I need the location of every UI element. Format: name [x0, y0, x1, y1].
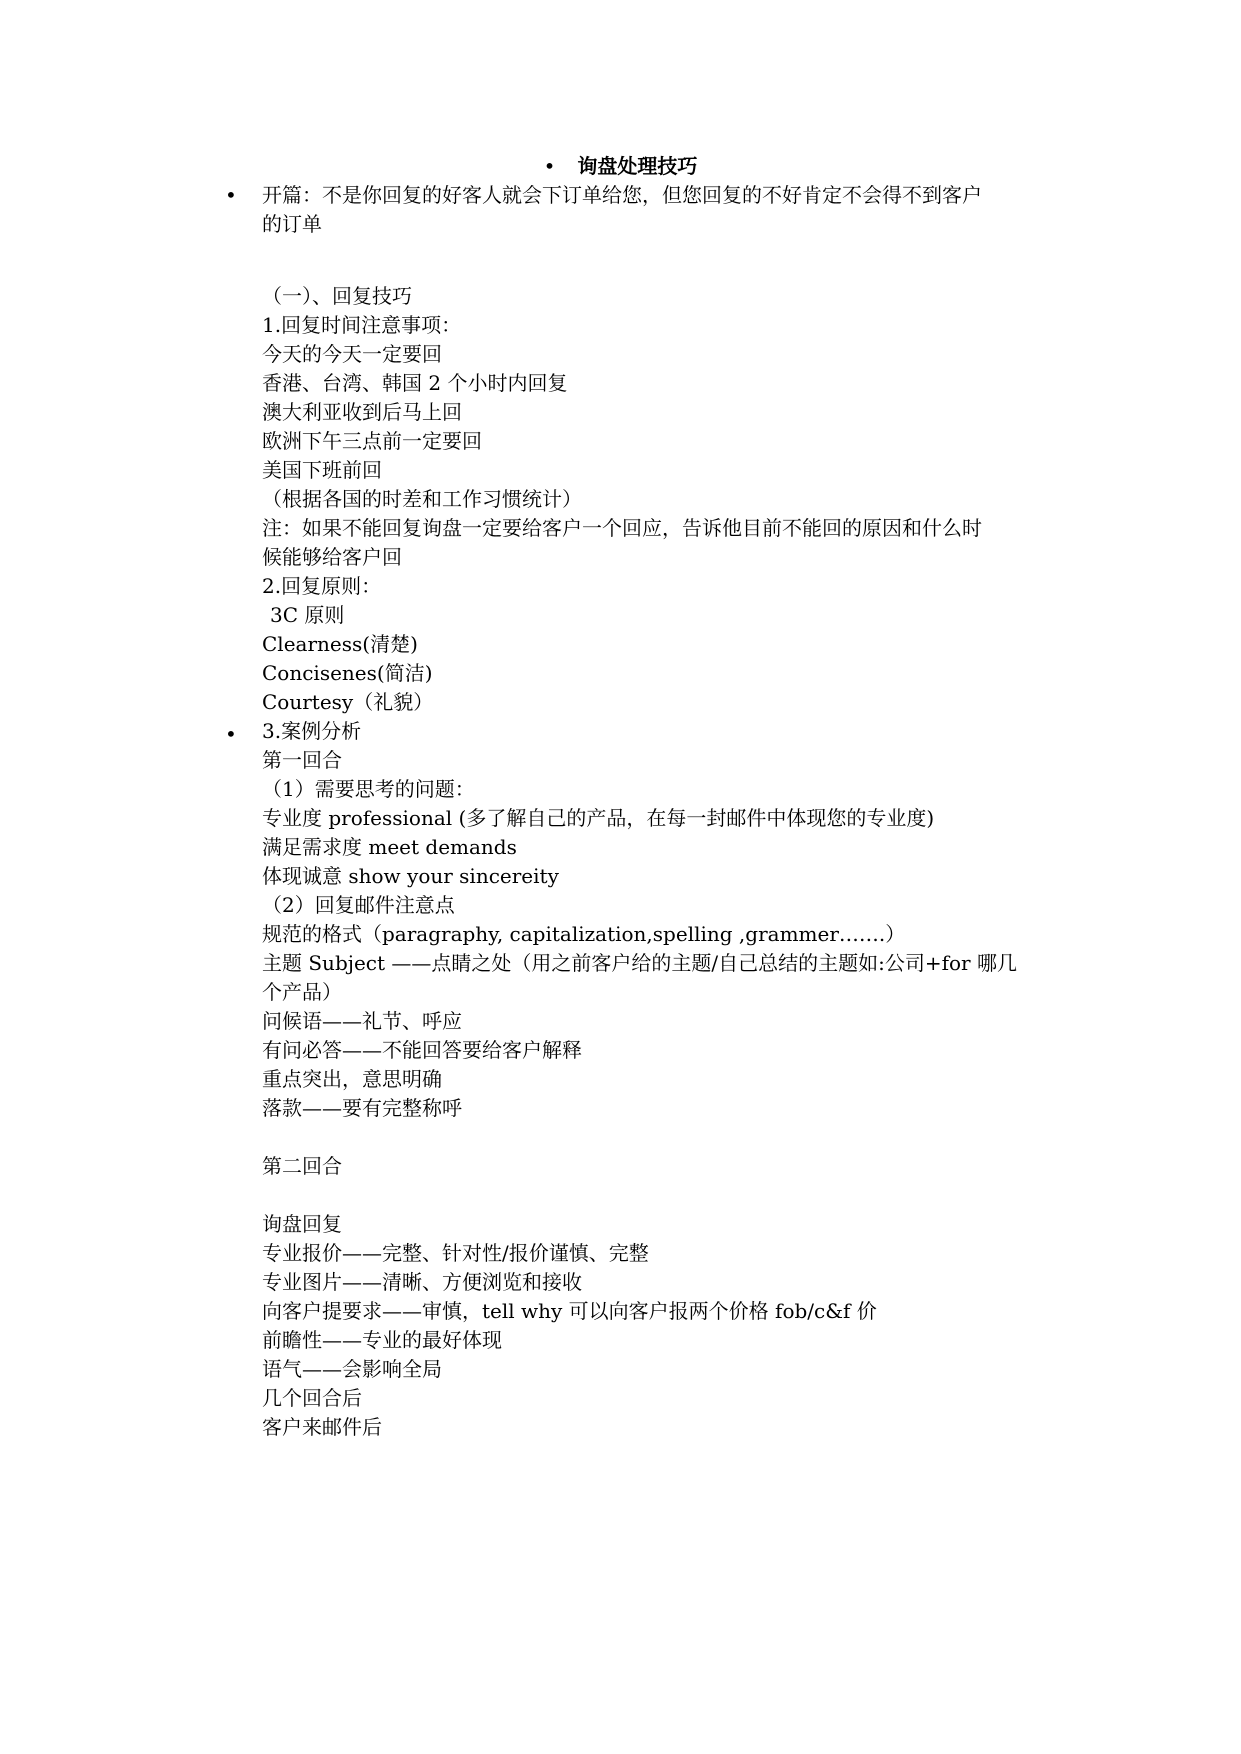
text-line: （根据各国的时差和工作习惯统计） [262, 487, 582, 511]
text-line: 第一回合 [262, 748, 342, 772]
document-title: 询盘处理技巧 [577, 154, 698, 178]
text-line: 今天的今天一定要回 [262, 342, 442, 366]
text-line: （1）需要思考的问题： [262, 777, 475, 801]
text-line: Concisenes(简洁) [262, 661, 433, 685]
bullet-marker: • [225, 183, 237, 207]
text-line: 语气——会影响全局 [262, 1357, 442, 1381]
text-line: 个产品） [262, 980, 342, 1004]
text-line: 有问必答——不能回答要给客户解释 [262, 1038, 582, 1062]
text-line: 3.案例分析 [262, 719, 362, 743]
text-line: 开篇：不是你回复的好客人就会下订单给您，但您回复的不好肯定不会得不到客户 [262, 183, 982, 207]
text-line: 主题 Subject ——点睛之处（用之前客户给的主题/自己总结的主题如:公司+for 哪几 [262, 951, 1017, 975]
text-line: 香港、台湾、韩国 2 个小时内回复 [262, 371, 568, 395]
text-line: 问候语——礼节、呼应 [262, 1009, 462, 1033]
document-title-row [0, 150, 1241, 182]
text-line: 体现诚意 show your sincereity [262, 864, 559, 888]
text-line: 澳大利亚收到后马上回 [262, 400, 462, 424]
text-line: 欧洲下午三点前一定要回 [262, 429, 482, 453]
text-line: 客户来邮件后 [262, 1415, 382, 1439]
bullet-marker: • [225, 722, 237, 746]
text-line: Courtesy（礼貌） [262, 690, 434, 714]
text-line: 美国下班前回 [262, 458, 382, 482]
text-line: 满足需求度 meet demands [262, 835, 517, 859]
text-line: 向客户提要求——审慎，tell why 可以向客户报两个价格 fob/c&f 价 [262, 1299, 877, 1323]
text-line: 专业度 professional (多了解自己的产品，在每一封邮件中体现您的专业度) [262, 806, 935, 830]
text-line: （一）、回复技巧 [262, 284, 412, 308]
text-line: 询盘回复 [262, 1212, 342, 1236]
text-line: 落款——要有完整称呼 [262, 1096, 462, 1120]
text-line: 3C 原则 [270, 603, 345, 627]
text-line: 第二回合 [262, 1154, 342, 1178]
text-line: 专业报价——完整、针对性/报价谨慎、完整 [262, 1241, 649, 1265]
text-line: 注：如果不能回复询盘一定要给客户一个回应，告诉他目前不能回的原因和什么时 [262, 516, 982, 540]
text-line: 1.回复时间注意事项： [262, 313, 462, 337]
text-line: （2）回复邮件注意点 [262, 893, 455, 917]
text-line: 2.回复原则： [262, 574, 382, 598]
text-line: 专业图片——清晰、方便浏览和接收 [262, 1270, 582, 1294]
text-line: Clearness(清楚) [262, 632, 418, 656]
bullet: • [543, 154, 556, 178]
text-line: 的订单 [262, 212, 322, 236]
text-line: 候能够给客户回 [262, 545, 402, 569]
text-line: 规范的格式（paragraphy, capitalization,spelling ,grammer…….） [262, 922, 906, 946]
text-line: 重点突出，意思明确 [262, 1067, 442, 1091]
text-line: 前瞻性——专业的最好体现 [262, 1328, 502, 1352]
text-line: 几个回合后 [262, 1386, 362, 1410]
